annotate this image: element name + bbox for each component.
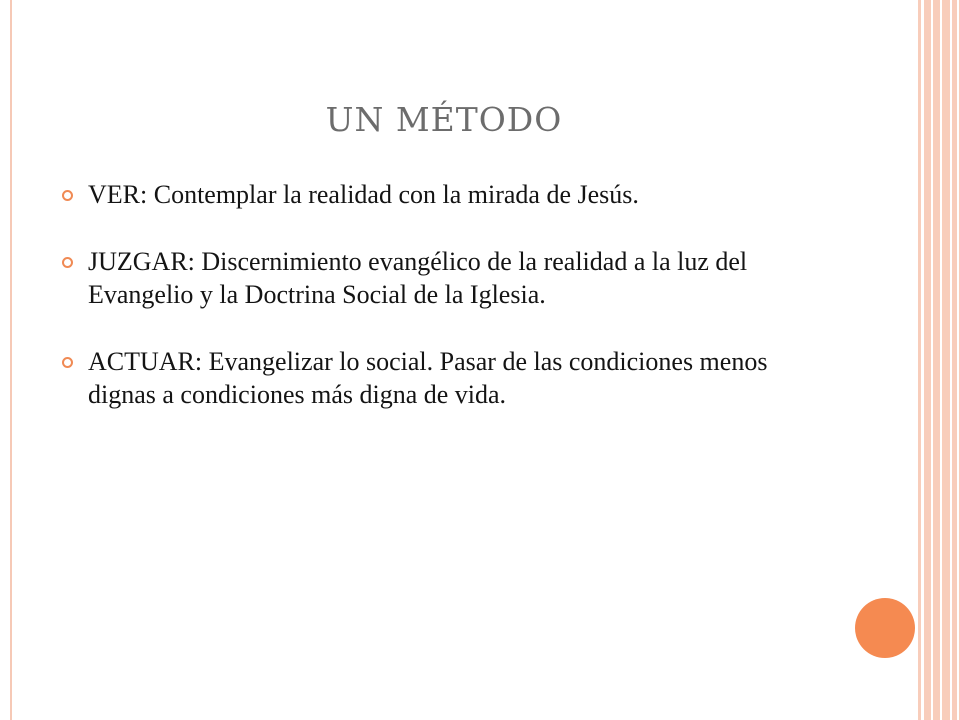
bullet-text: JUZGAR: Discernimiento evangélico de la realidad a la luz del Evangelio y la Doctrina Social de la Iglesia. xyxy=(88,247,748,309)
band-stripe xyxy=(940,0,942,720)
bullet-item-juzgar xyxy=(60,245,800,311)
bullet-text: ACTUAR: Evangelizar lo social. Pasar de las condiciones menos dignas a condiciones más digna de vida. xyxy=(88,347,768,409)
decorative-circle xyxy=(855,598,915,658)
right-decorative-band xyxy=(918,0,960,720)
slide-title: UN MÉTODO xyxy=(325,100,563,139)
band-stripe xyxy=(957,0,959,720)
bullet-item-ver xyxy=(60,178,800,211)
bullet-circle-icon xyxy=(62,357,73,368)
bullet-text: VER: Contemplar la realidad con la mirada de Jesús. xyxy=(88,180,639,209)
bullet-circle-icon xyxy=(62,257,73,268)
band-stripe xyxy=(921,0,924,720)
bullet-circle-icon xyxy=(62,190,73,201)
bullet-list xyxy=(60,178,800,445)
band-stripe xyxy=(950,0,952,720)
band-stripe xyxy=(931,0,933,720)
bullet-item-actuar xyxy=(60,345,800,411)
